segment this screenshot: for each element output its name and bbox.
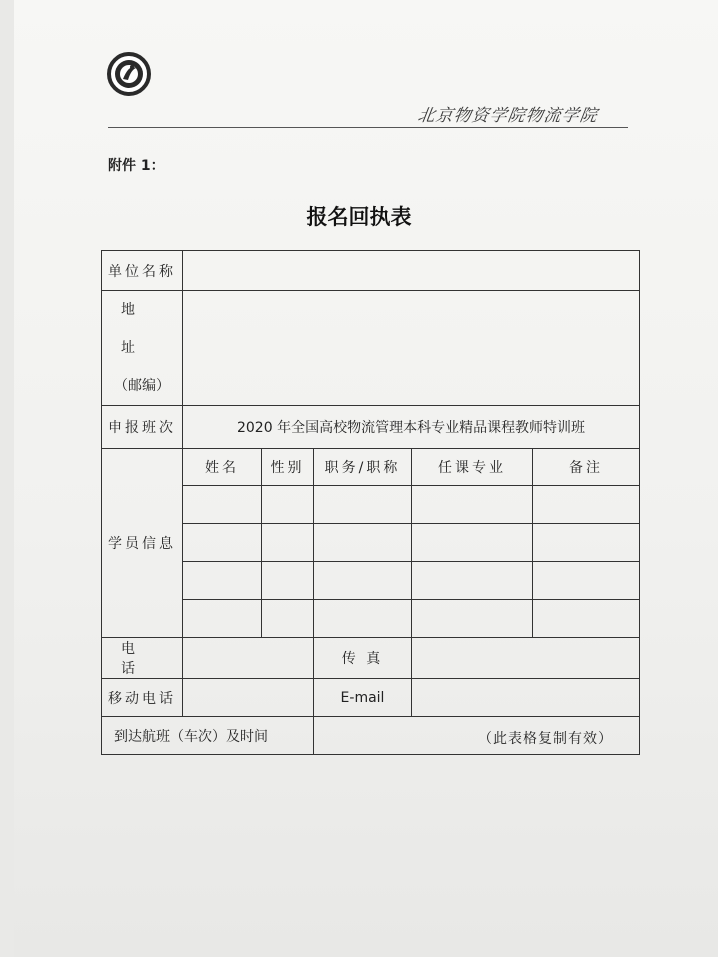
column-header-remarks: 备注 <box>533 449 640 486</box>
column-header-position: 职务/职称 <box>314 449 412 486</box>
phone-label: 电 话 <box>102 638 183 679</box>
student-position-cell[interactable] <box>314 524 412 562</box>
mobile-label: 移动电话 <box>102 679 183 717</box>
page-title: 报名回执表 <box>306 204 412 229</box>
column-header-major: 任课专业 <box>412 449 533 486</box>
mobile-field[interactable] <box>183 679 314 717</box>
school-logo <box>107 52 151 96</box>
class-label: 申报班次 <box>102 406 183 449</box>
class-value: 2020 年全国高校物流管理本科专业精品课程教师特训班 <box>183 406 640 449</box>
student-gender-cell[interactable] <box>262 486 314 524</box>
student-name-cell[interactable] <box>183 600 262 638</box>
table-row <box>102 524 640 562</box>
table-row <box>102 600 640 638</box>
address-field[interactable] <box>183 291 640 406</box>
student-remarks-cell[interactable] <box>533 600 640 638</box>
student-name-cell[interactable] <box>183 486 262 524</box>
copy-valid-note: （此表格复制有效） <box>478 731 613 747</box>
table-row <box>102 486 640 524</box>
registration-form-table <box>101 250 640 755</box>
student-name-cell[interactable] <box>183 562 262 600</box>
arrival-label: 到达航班（车次）及时间 <box>102 717 314 755</box>
student-remarks-cell[interactable] <box>533 524 640 562</box>
address-label-line2: （邮编） <box>114 378 170 394</box>
student-major-cell[interactable] <box>412 600 533 638</box>
student-remarks-cell[interactable] <box>533 562 640 600</box>
unit-name-label: 单位名称 <box>102 251 183 291</box>
unit-name-field[interactable] <box>183 251 640 291</box>
fax-field[interactable] <box>412 638 640 679</box>
address-label <box>102 291 183 406</box>
student-major-cell[interactable] <box>412 562 533 600</box>
phone-field[interactable] <box>183 638 314 679</box>
email-field[interactable] <box>412 679 640 717</box>
column-header-name: 姓名 <box>183 449 262 486</box>
student-info-label: 学员信息 <box>102 449 183 638</box>
student-position-cell[interactable] <box>314 486 412 524</box>
table-row <box>102 562 640 600</box>
fax-label: 传 真 <box>314 638 412 679</box>
address-label-line1: 地 址 <box>121 302 163 356</box>
student-position-cell[interactable] <box>314 562 412 600</box>
annex-label: 附件 1： <box>108 158 165 174</box>
student-gender-cell[interactable] <box>262 562 314 600</box>
header-school-name: 北京物资学院物流学院 <box>416 106 600 126</box>
email-label: E-mail <box>314 679 412 717</box>
student-gender-cell[interactable] <box>262 524 314 562</box>
student-position-cell[interactable] <box>314 600 412 638</box>
header-divider <box>108 127 628 128</box>
student-major-cell[interactable] <box>412 524 533 562</box>
student-remarks-cell[interactable] <box>533 486 640 524</box>
student-gender-cell[interactable] <box>262 600 314 638</box>
student-major-cell[interactable] <box>412 486 533 524</box>
student-name-cell[interactable] <box>183 524 262 562</box>
column-header-gender: 性别 <box>262 449 314 486</box>
